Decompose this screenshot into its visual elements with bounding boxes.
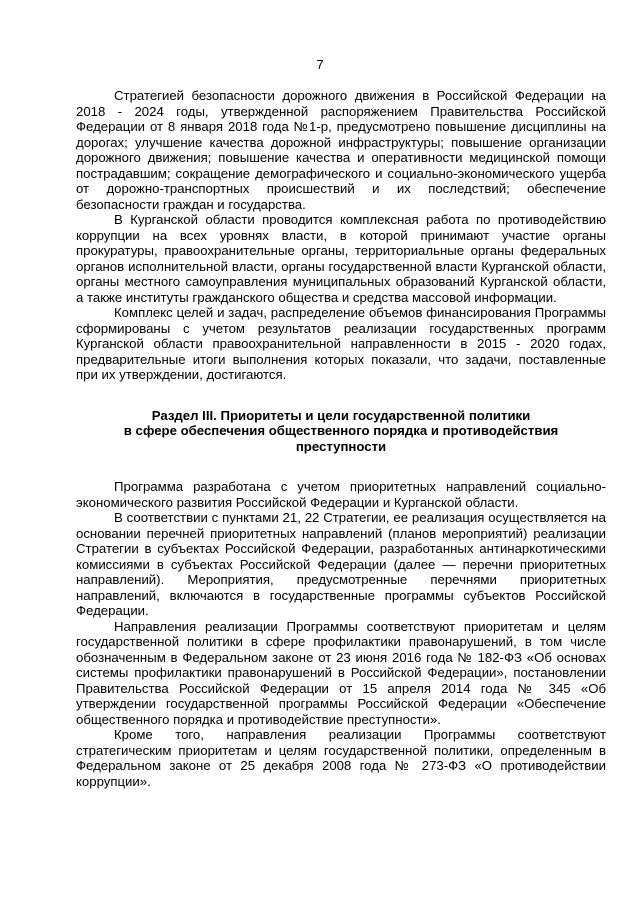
paragraph-anti-corruption-law: Кроме того, направления реализации Программы соответствуют стратегическим приоритетам и целям государственной политики, определенным в Федеральном законе от 25 декабря 2008 года № 273-ФЗ «О противодействии коррупции».	[76, 727, 606, 789]
paragraph-road-safety-strategy: Стратегией безопасности дорожного движения в Российской Федерации на 2018 - 2024 годы, утвержденной распоряжением Правительства Российской Федерации от 8 января 2018 года №1-р, предусмотрено повышение дисциплины на дорогах; улучшение качества дорожной инфраструктуры; повышение организации дорожного движения; повышение качества и оперативности медицинской помощи пострадавшим; сокращение демографического и социально-экономического ущерба от дорожно-транспортных происшествий и их последствий; обеспечение безопасности граждан и государства.	[76, 88, 606, 212]
document-body	[76, 88, 606, 789]
paragraph-strategy-points: В соответствии с пунктами 21, 22 Стратегии, ее реализация осуществляется на основании перечней приоритетных направлений (планов мероприятий) реализации Стратегии в субъектах Российской Федерации, разработанных антинаркотическими комиссиями в субъектах Российской Федерации (далее — перечни приоритетных направлений). Мероприятия, предусмотренные перечнями приоритетных направлений, включаются в государственные программы субъектов Российской Федерации.	[76, 510, 606, 618]
section-title	[76, 408, 606, 455]
section-title-line: преступности	[295, 438, 387, 454]
paragraph-program-goals: Комплекс целей и задач, распределение объемов финансирования Программы сформированы с учетом результатов реализации государственных программ Курганской области правоохранительной направленности в 2015 - 2020 годах, предварительные итоги выполнения которых показали, что задачи, поставленные при их утверждении, достигаются.	[76, 305, 606, 382]
paragraph-anti-corruption: В Курганской области проводится комплексная работа по противодействию коррупции на всех уровнях власти, в которой принимают участие органы прокуратуры, правоохранительные органы, территориальные органы федеральных органов исполнительной власти, органы государственной власти Курганской области, органы местного самоуправления муниципальных образований Курганской области, а также институты гражданского общества и средства массовой информации.	[76, 212, 606, 305]
section-title-line: Раздел III. Приоритеты и цели государственной политики	[151, 407, 531, 423]
paragraph-program-directions: Направления реализации Программы соответствуют приоритетам и целям государственной политики в сфере профилактики правонарушений, в том числе обозначенным в Федеральном законе от 23 июня 2016 года № 182-ФЗ «Об основах системы профилактики правонарушений в Российской Федерации», постановлении Правительства Российской Федерации от 15 апреля 2014 года № 345 «Об утверждении государственной программы Российской Федерации «Обеспечение общественного порядка и противодействие преступности».	[76, 618, 606, 727]
paragraph-program-basis: Программа разработана с учетом приоритетных направлений социально-экономического развития Российской Федерации и Курганской области.	[76, 479, 606, 510]
section-title-line: в сфере обеспечения общественного порядка и противодействия	[123, 423, 559, 438]
page-number: 7	[316, 57, 324, 72]
